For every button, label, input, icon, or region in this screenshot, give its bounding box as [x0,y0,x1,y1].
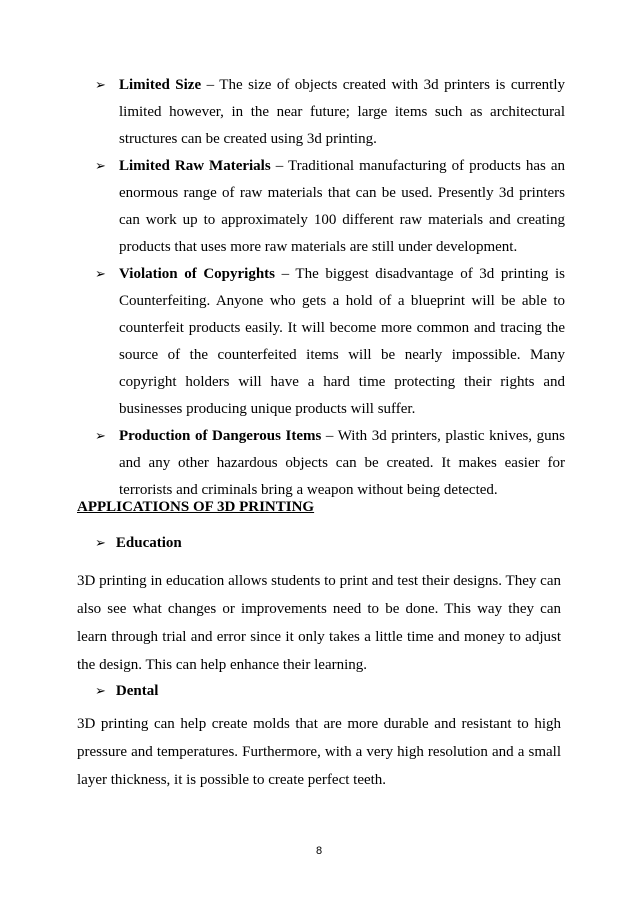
bullet-title: Limited Size [119,77,202,93]
list-item [95,153,565,261]
arrow-bullet-icon: ➢ [95,429,106,444]
bullet-text: – With 3d printers, plastic knives, guns and any other hazardous objects can be created. It makes easier for terrorists and criminals bring a weapon without being detected. [119,428,565,498]
list-item [95,72,565,153]
section-heading: APPLICATIONS OF 3D PRINTING [77,499,315,515]
bullet-title: Production of Dangerous Items [119,428,322,444]
arrow-bullet-icon: ➢ [95,536,106,551]
subheading-label: Dental [115,683,159,699]
bullet-text: – The biggest disadvantage of 3d printing is Counterfeiting. Anyone who gets a hold of a blueprint will be able to counterfeit products easily. It will become more common and tracing the source of the counterfeited items will be nearly impossible. Many copyright holders will have a hard time protecting their rights and businesses producing unique products will suffer. [119,266,565,417]
arrow-bullet-icon: ➢ [95,159,106,174]
page-number: 8 [315,845,323,857]
dental-paragraph: 3D printing can help create molds that are more durable and resistant to high pressure and temperatures. Furthermore, with a very high resolution and a small layer thickness, it is possible to create perfect teeth. [77,716,561,788]
arrow-bullet-icon: ➢ [95,78,106,93]
bullet-title: Limited Raw Materials [119,158,271,174]
list-item [95,423,565,504]
bullet-title: Violation of Copyrights [119,266,275,282]
subheading-label: Education [115,535,182,551]
arrow-bullet-icon: ➢ [95,684,106,699]
education-subheading [95,533,182,554]
arrow-bullet-icon: ➢ [95,267,106,282]
bullet-text: – Traditional manufacturing of products has an enormous range of raw materials that can be used. Presently 3d printers can work up to approximately 100 different raw materials and creating products that uses more raw materials are still under development. [119,158,566,255]
dental-subheading [95,681,158,702]
list-item [95,261,565,423]
disadvantages-list [95,72,565,504]
bullet-text: – The size of objects created with 3d printers is currently limited however, in the near future; large items such as architectural structures can be created using 3d printing. [119,77,566,147]
education-paragraph: 3D printing in education allows students to print and test their designs. They can also see what changes or improvements need to be done. This way they can learn through trial and error since it only takes a little time and money to adjust the design. This can help enhance their learning. [77,573,561,673]
